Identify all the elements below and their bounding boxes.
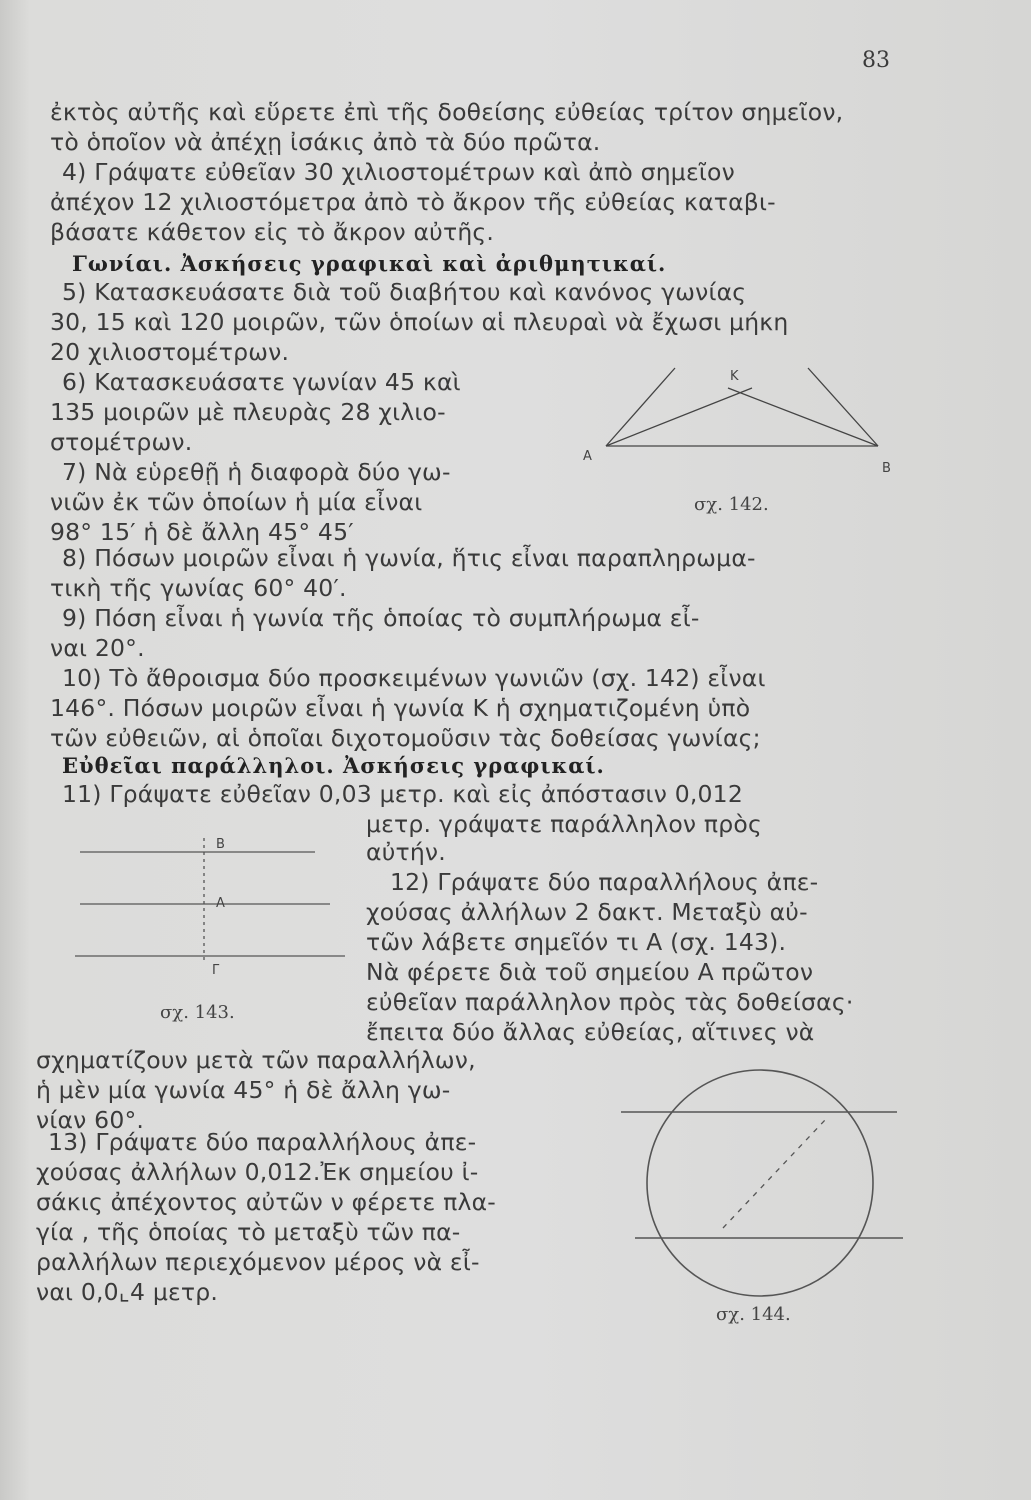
text-line: 5) Κατασκευάσατε διὰ τοῦ διαβήτου καὶ κανόνος γωνίας [62,278,747,306]
page-number: 83 [862,48,890,73]
text-line: μετρ. γράψατε παράλληλον πρὸς [366,810,762,838]
text-line: τὸ ὁποῖον νὰ ἀπέχῃ ἰσάκις ἀπὸ τὰ δύο πρῶτα. [50,128,601,156]
figure-142 [580,360,900,480]
text-line: ἔπειτα δύο ἄλλας εὐθείας, αἵτινες νὰ [366,1018,815,1046]
fig142-label-b: B [882,461,891,476]
fig143-label-g: Γ [212,963,220,978]
fig142-left-bisector [606,388,752,446]
text-line: ἡ μὲν μία γωνία 45° ἡ δὲ ἄλλη γω- [36,1076,451,1104]
figure-144 [615,1080,905,1300]
fig142-label-a: A [583,449,592,464]
text-line: σάκις ἀπέχοντος αὐτῶν ν φέρετε πλα- [36,1188,496,1216]
text-line: 146°. Πόσων μοιρῶν εἶναι ἡ γωνία Κ ἡ σχηματιζομένη ὑπὸ [50,694,751,722]
text-line: 9) Πόση εἶναι ἡ γωνία τῆς ὁποίας τὸ συμπλήρωμα εἶ- [62,604,700,632]
text-line: βάσατε κάθετον εἰς τὸ ἄκρον αὐτῆς. [50,218,495,246]
fig143-label-b: B [216,837,225,852]
fig142-label-k: K [730,369,739,384]
text-line: τῶν εὐθειῶν, αἱ ὁποῖαι διχοτομοῦσιν τὰς δοθείσας γωνίας; [50,724,761,752]
text-line: ραλλήλων περιεχόμενον μέρος νὰ εἶ- [36,1248,480,1276]
figure-143 [70,828,360,978]
text-line: χούσας ἀλλήλων 0,012.Ἐκ σημείου ἰ- [36,1158,479,1186]
fig142-right-side [808,368,878,446]
text-line: σχηματίζουν μετὰ τῶν παραλλήλων, [36,1046,476,1074]
text-line: 13) Γράψατε δύο παραλλήλους ἀπε- [48,1128,477,1156]
fig144-dashed-transversal [723,1120,825,1228]
text-line: 6) Κατασκευάσατε γωνίαν 45 καὶ [62,368,461,396]
text-line: τῶν λάβετε σημεῖόν τι Α (σχ. 143). [366,928,787,956]
text-line: εὐθεῖαν παράλληλον πρὸς τὰς δοθείσας· [366,988,854,1016]
text-line: 98° 15′ ἡ δὲ ἄλλη 45° 45′ [50,518,354,546]
text-line: Νὰ φέρετε διὰ τοῦ σημείου Α πρῶτον [366,958,814,986]
text-line: τικὴ τῆς γωνίας 60° 40′. [50,574,347,602]
figure-142-caption: σχ. 142. [694,494,769,515]
text-line: χούσας ἀλλήλων 2 δακτ. Μεταξὺ αὐ- [366,898,808,926]
section-heading-parallels: Εὐθεῖαι παράλληλοι. Ἀσκήσεις γραφικαί. [62,753,605,778]
fig142-left-side [606,368,675,446]
text-line: 7) Νὰ εὑρεθῇ ἡ διαφορὰ δύο γω- [62,458,451,486]
text-line: 30, 15 καὶ 120 μοιρῶν, τῶν ὁποίων αἱ πλευραὶ νὰ ἔχωσι μήκη [50,308,789,336]
text-line: ναι 20°. [50,634,145,662]
figure-143-caption: σχ. 143. [160,1002,235,1023]
text-line: 11) Γράψατε εὐθεῖαν 0,03 μετρ. καὶ εἰς ἀπόστασιν 0,012 [62,780,743,808]
text-line: 20 χιλιοστομέτρων. [50,338,290,366]
text-line: νίαν 60°. [36,1106,145,1134]
text-line: 10) Τὸ ἄθροισμα δύο προσκειμένων γωνιῶν (σχ. 142) εἶναι [62,664,766,692]
text-line: αὐτήν. [366,838,446,866]
text-line: 4) Γράψατε εὐθεῖαν 30 χιλιοστομέτρων καὶ ἀπὸ σημεῖον [62,158,735,186]
text-line: ἀπέχον 12 χιλιοστόμετρα ἀπὸ τὸ ἄκρον τῆς εὐθείας καταβι- [50,188,776,216]
text-line: ναι 0,0⌞4 μετρ. [36,1278,219,1306]
figure-144-caption: σχ. 144. [716,1304,791,1325]
text-line: γία , τῆς ὁποίας τὸ μεταξὺ τῶν πα- [36,1218,461,1246]
text-line: 12) Γράψατε δύο παραλλήλους ἀπε- [390,868,819,896]
fig143-label-a: A [216,896,225,911]
text-line: στομέτρων. [50,428,193,456]
text-line: 8) Πόσων μοιρῶν εἶναι ἡ γωνία, ἥτις εἶναι παραπληρωμα- [62,544,756,572]
text-line: νιῶν ἐκ τῶν ὁποίων ἡ μία εἶναι [50,488,423,516]
fig142-right-bisector [728,388,878,446]
fig144-circle [647,1070,873,1296]
section-heading-angles: Γωνίαι. Ἀσκήσεις γραφικαὶ καὶ ἀριθμητικαί. [72,251,667,276]
text-line: ἐκτὸς αὐτῆς καὶ εὕρετε ἐπὶ τῆς δοθείσης εὐθείας τρίτον σημεῖον, [50,98,844,126]
text-line: 135 μοιρῶν μὲ πλευρὰς 28 χιλιο- [50,398,446,426]
